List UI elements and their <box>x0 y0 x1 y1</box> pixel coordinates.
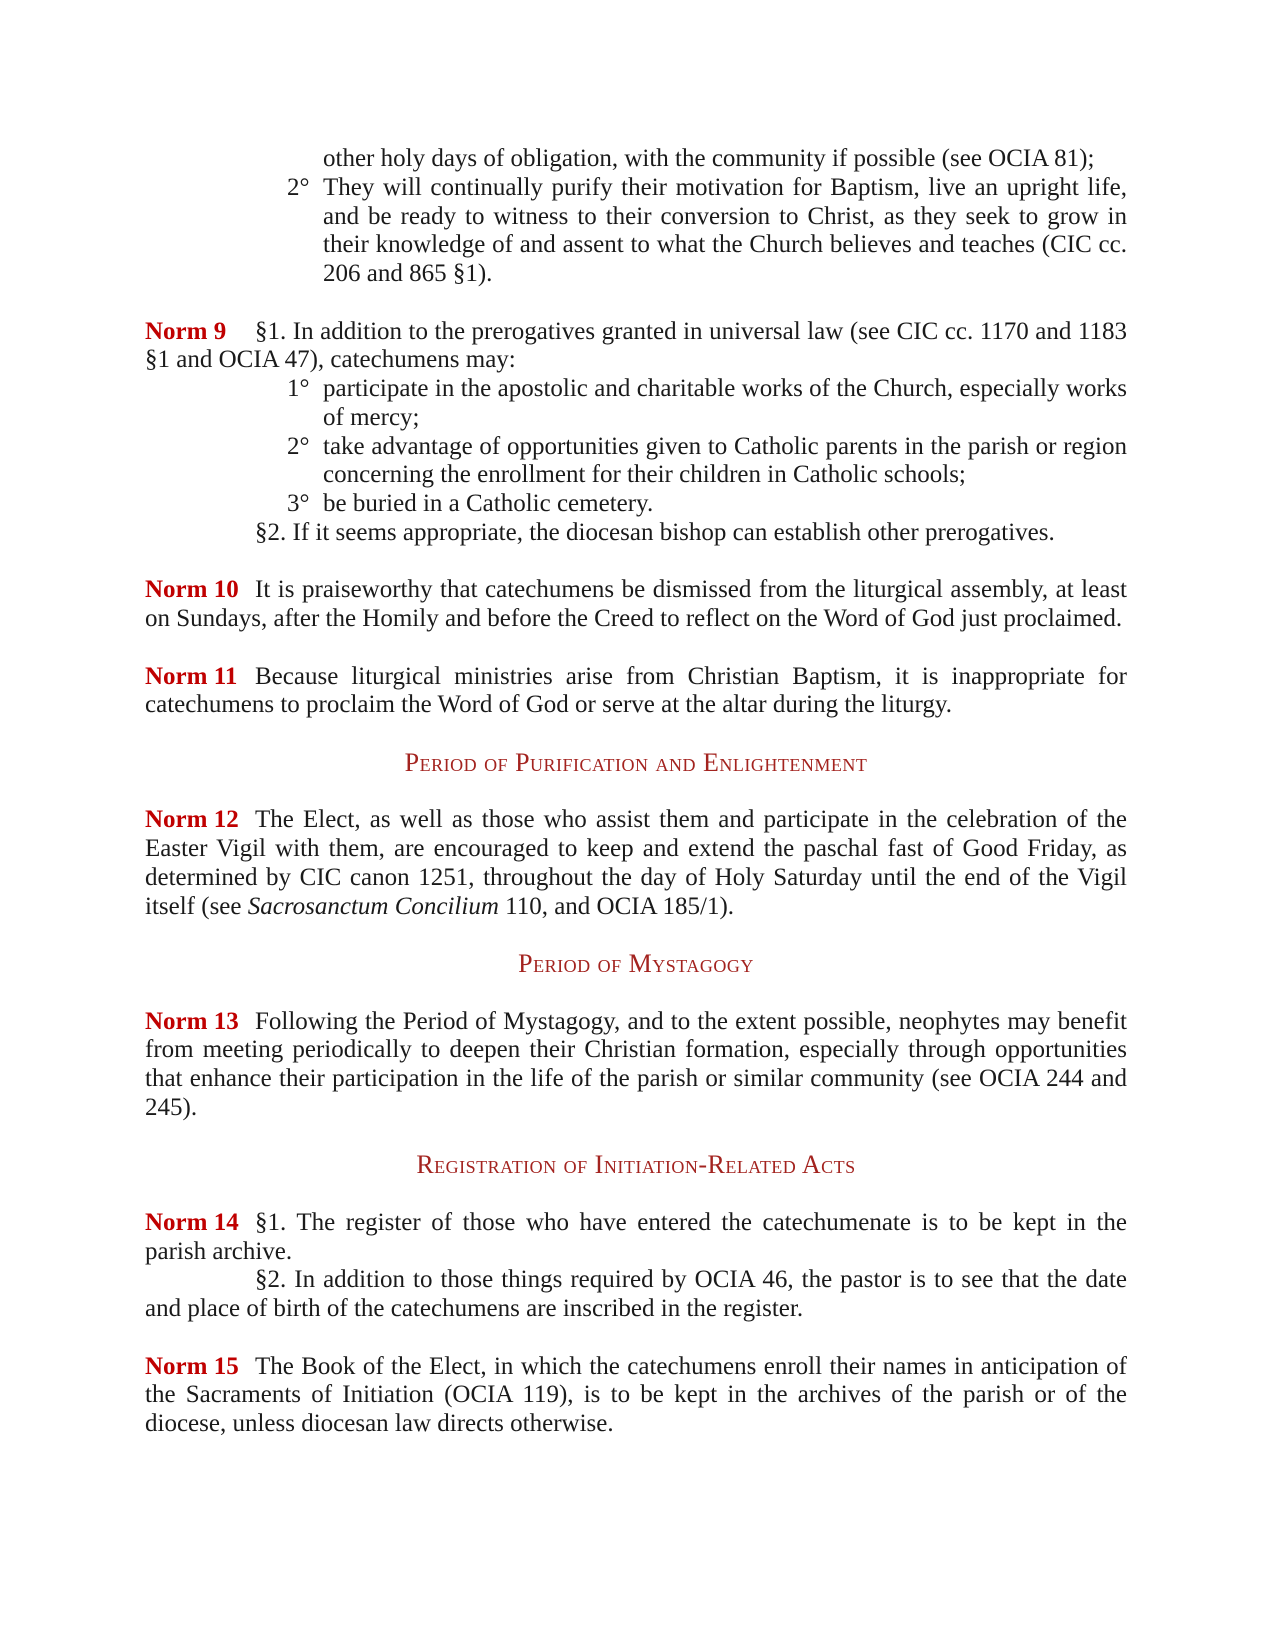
norm-13-paragraph <box>145 1008 1127 1123</box>
list-item <box>145 375 1127 433</box>
list-marker: 3° <box>287 490 310 517</box>
norm-9-block <box>145 318 1127 548</box>
norm-11-block <box>145 663 1127 721</box>
norm-12-text-a: The Elect, as well as those who assist them and participate in the celebration of the Easter Vigil with them, are encouraged to keep and extend the paschal fast of Good Friday, as determined by CIC canon 1251, throughout the day of Holy Saturday until the end of the Vigil itself (see <box>145 806 1127 920</box>
norm-12-paragraph <box>145 806 1127 921</box>
list-item <box>145 490 1127 519</box>
norm-14-s1-text: §1. The register of those who have entered the catechumenate is to be kept in the parish archive. <box>145 1208 1127 1265</box>
norm-14-block <box>145 1209 1127 1324</box>
norm-14-s1-paragraph <box>145 1209 1127 1267</box>
norm-9-s1-text: §1. In addition to the prerogatives granted in universal law (see CIC cc. 1170 and 1183 §1 and OCIA 47), catechumens may: <box>145 317 1127 374</box>
section-heading-mystagogy: Period of Mystagogy <box>518 949 754 978</box>
norm-11-label: Norm 11 <box>145 662 238 690</box>
norm-9-label: Norm 9 <box>145 317 227 345</box>
norm-10-paragraph <box>145 576 1127 634</box>
norm-12-block <box>145 806 1127 921</box>
section-heading-purification: Period of Purification and Enlightenment <box>404 747 868 777</box>
list-item-text: participate in the apostolic and charitable works of the Church, especially works of mercy; <box>323 375 1127 431</box>
norm-11-paragraph <box>145 663 1127 721</box>
norm-13-label: Norm 13 <box>145 1007 239 1035</box>
carryover-list-block <box>145 145 1127 289</box>
norm-14-label: Norm 14 <box>145 1208 239 1236</box>
norm-12-italic-citation: Sacrosanctum Concilium <box>247 892 499 920</box>
norm-13-block <box>145 1008 1127 1123</box>
list-item-text: They will continually purify their motivation for Baptism, live an upright life, and be ready to witness to their conversion to Christ, as they seek to grow in their knowledge of and assent to what the Church believes and teaches (CIC cc. 206 and 865 §1). <box>323 173 1127 287</box>
list-item-text: be buried in a Catholic cemetery. <box>323 490 654 517</box>
norm-12-text-b: 110, and OCIA 185/1). <box>498 892 735 920</box>
norm-10-block <box>145 576 1127 634</box>
norm-13-text: Following the Period of Mystagogy, and to the extent possible, neophytes may benefit from meeting periodically to deepen their Christian formation, especially through opportunities that enhance their participation in the life of the parish or similar community (see OCIA 244 and 245). <box>145 1007 1127 1121</box>
list-marker: 2° <box>287 432 310 460</box>
norm-15-paragraph <box>145 1353 1127 1439</box>
norm-9-s2-paragraph: §2. If it seems appropriate, the diocesan bishop can establish other prerogatives. <box>255 518 1055 546</box>
norm-9-paragraph <box>145 318 1127 376</box>
list-marker: 1° <box>287 375 310 402</box>
norm-14-s2-paragraph: §2. In addition to those things required by OCIA 46, the pastor is to see that the date and place of birth of the catechumens are inscribed in the register. <box>145 1266 1127 1322</box>
list-item <box>145 174 1127 289</box>
list-marker: 2° <box>287 173 310 201</box>
list-item-continuation-line: other holy days of obligation, with the community if possible (see OCIA 81); <box>323 145 1095 172</box>
norm-15-label: Norm 15 <box>145 1352 239 1380</box>
norm-11-text: Because liturgical ministries arise from Christian Baptism, it is inappropriate for catechumens to proclaim the Word of God or serve at the altar during the liturgy. <box>145 662 1127 719</box>
norm-10-text: It is praiseworthy that catechumens be dismissed from the liturgical assembly, at least on Sundays, after the Homily and before the Creed to reflect on the Word of God just proclaimed. <box>145 576 1127 632</box>
list-item <box>145 433 1127 491</box>
section-heading-registration: Registration of Initiation-Related Acts <box>416 1150 856 1180</box>
norm-15-text: The Book of the Elect, in which the catechumens enroll their names in anticipation of the Sacraments of Initiation (OCIA 119), is to be kept in the archives of the parish or of the diocese, unless diocesan law directs otherwise. <box>145 1352 1127 1437</box>
norm-10-label: Norm 10 <box>145 576 239 604</box>
norm-12-label: Norm 12 <box>145 806 239 834</box>
norm-15-block <box>145 1353 1127 1439</box>
list-item-text: take advantage of opportunities given to Catholic parents in the parish or region concerning the enrollment for their children in Catholic schools; <box>323 432 1127 489</box>
